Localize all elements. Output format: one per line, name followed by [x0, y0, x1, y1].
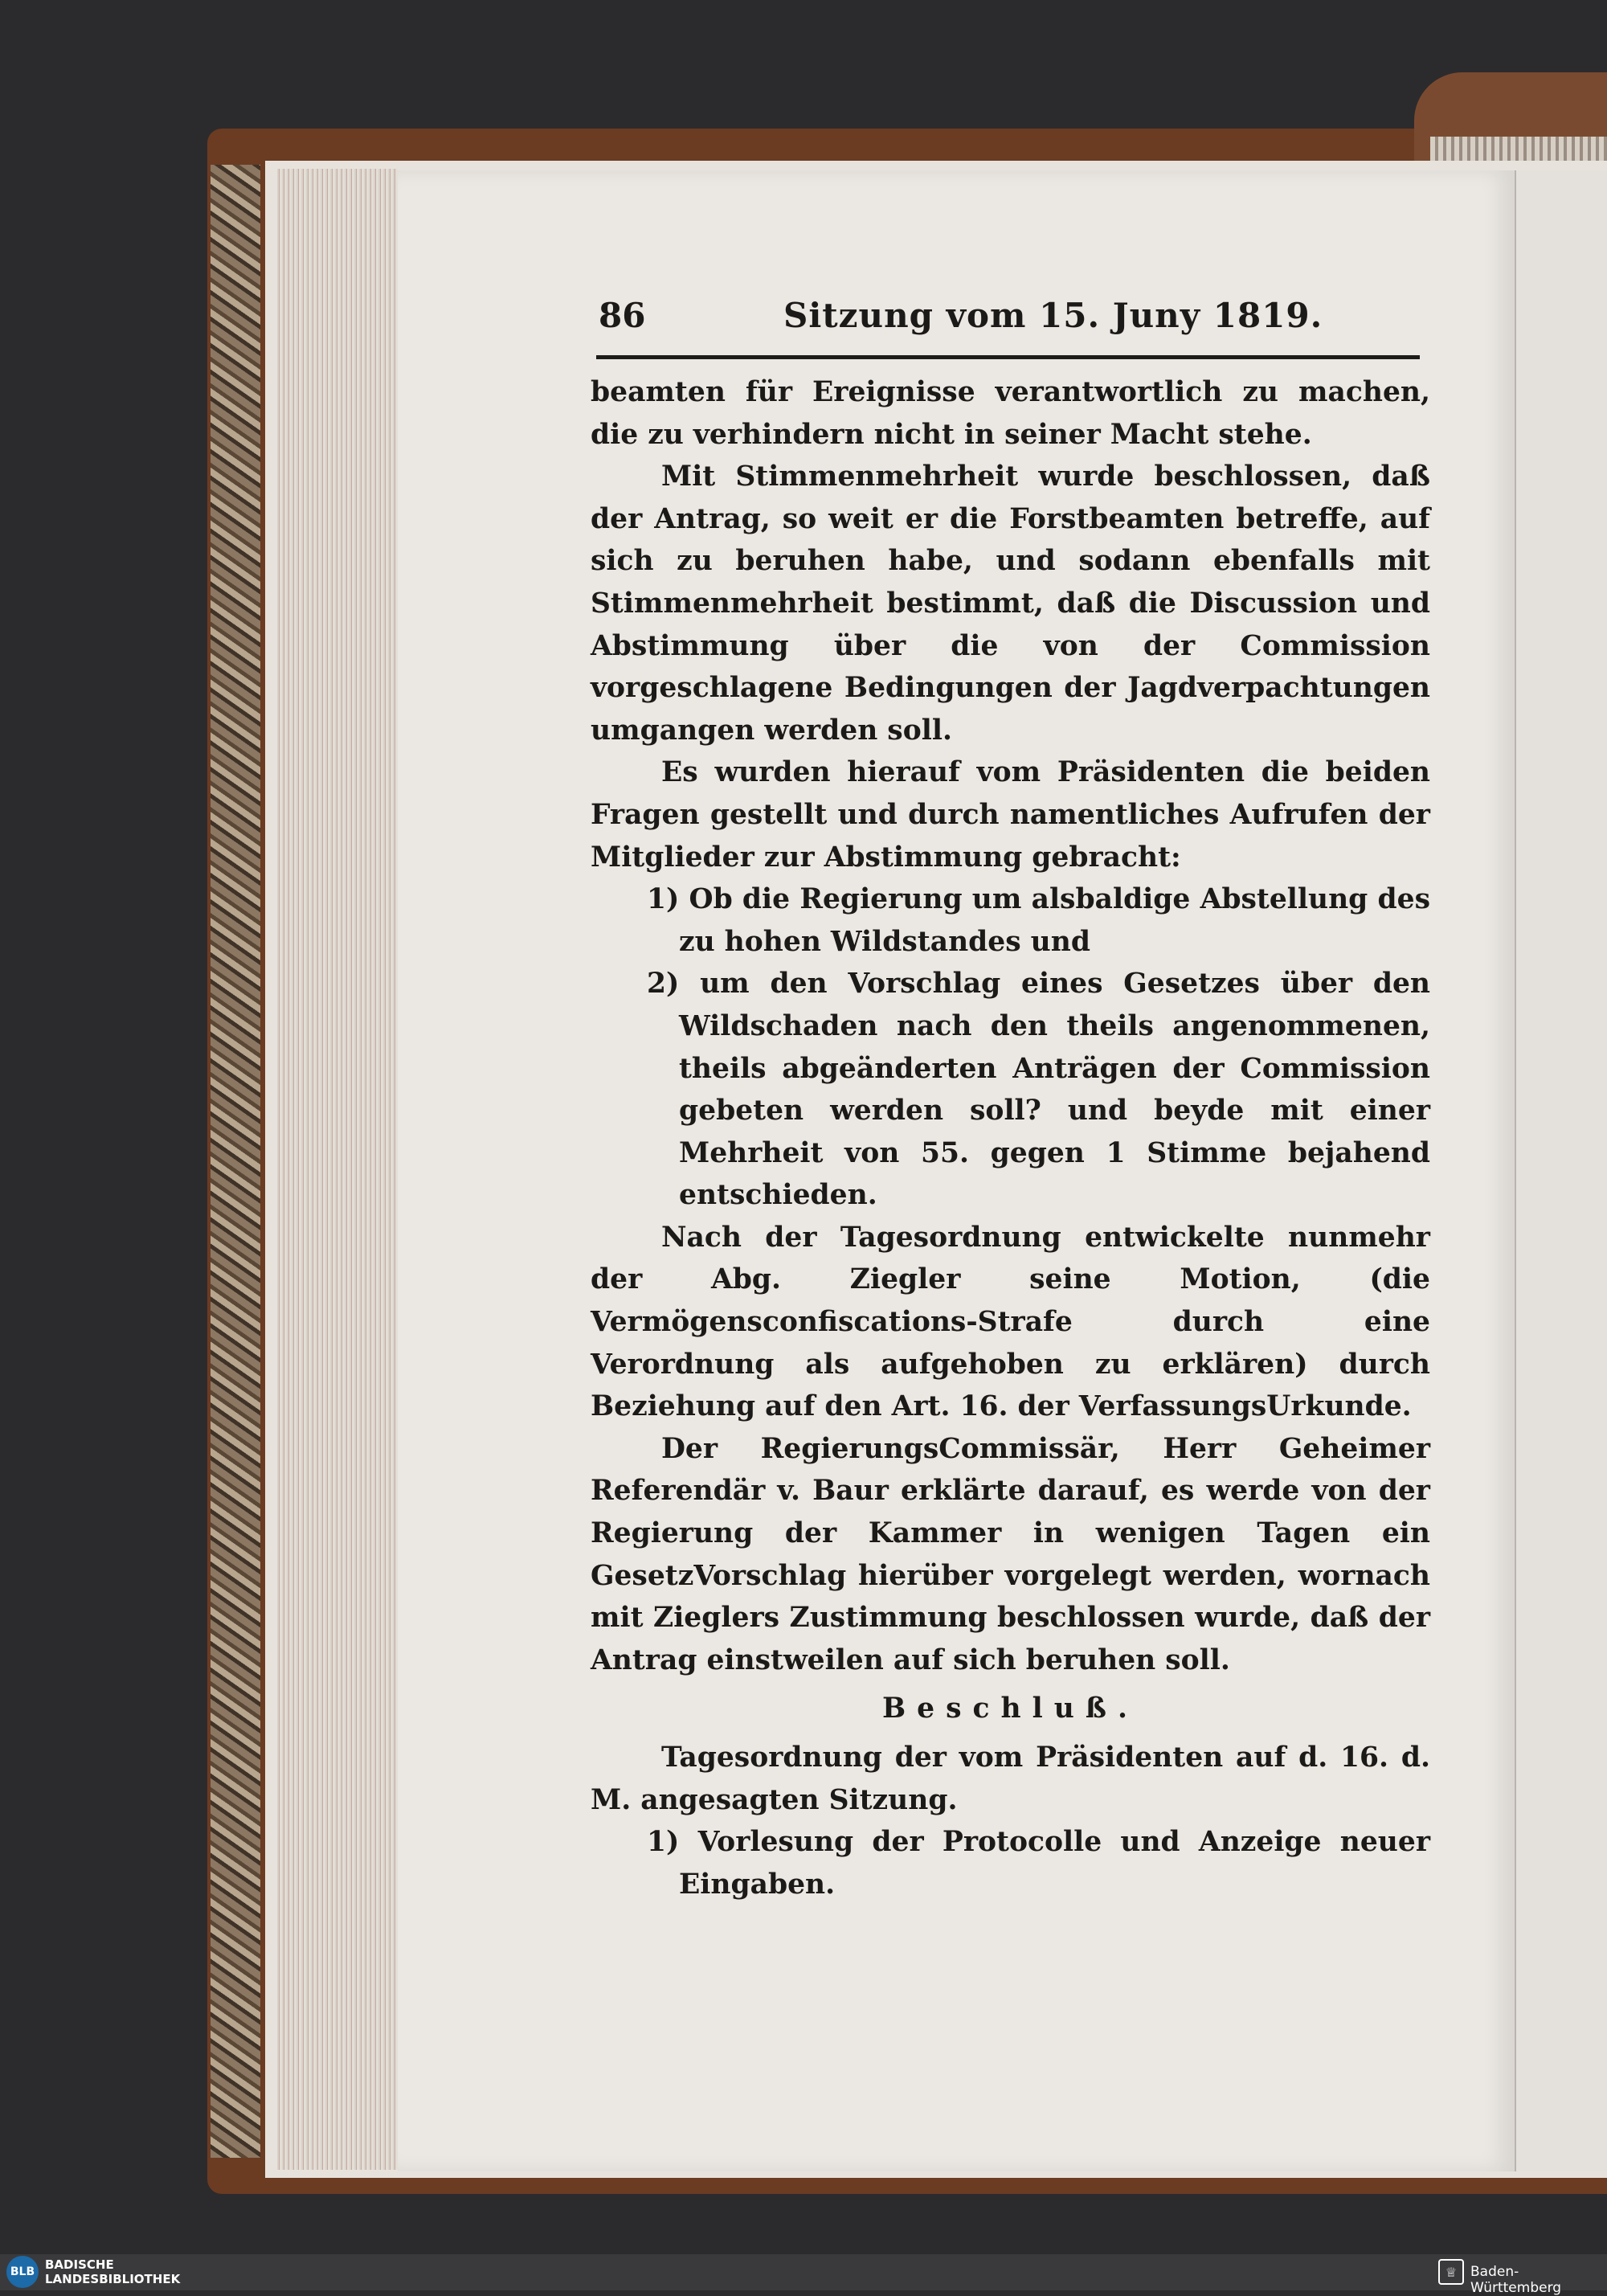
paragraph: beamten für Ereignisse verantwortlich zu machen, die zu verhindern nicht in seiner Macht stehe.	[591, 376, 1430, 451]
blb-logo-icon[interactable]: BLB	[6, 2256, 39, 2288]
footer-bar	[0, 2254, 1607, 2290]
paragraph: Der RegierungsCommissär, Herr Geheimer Referendär v. Baur erklärte darauf, es werde von der Regierung der Kammer in wenigen Tagen ein GesetzVorschlag hierüber vorgelegt werden, wornach mit Zieglers Zustimmung beschlossen wurde, daß der Antrag einstweilen auf sich beruhen soll.	[591, 1432, 1430, 1676]
facing-page-edge	[1515, 170, 1607, 2171]
library-name-line2: LANDESBIBLIOTHEK	[45, 2272, 181, 2286]
section-heading: Beschluß.	[881, 1692, 1139, 1725]
paragraph: Es wurden hierauf vom Präsidenten die beiden Fragen gestellt und durch namentliches Aufrufen der Mitglieder zur Abstimmung gebracht:	[591, 756, 1430, 874]
paragraph: Tagesordnung der vom Präsidenten auf d. 16. d. M. angesagten Sitzung.	[591, 1741, 1430, 1816]
page-number: 86	[599, 296, 646, 335]
paragraph: Mit Stimmenmehrheit wurde beschlossen, daß der Antrag, so weit er die Forstbeamten betreffe, auf sich zu beruhen habe, und sodann ebenfalls mit Stimmenmehrheit bestimmt, daß die Discussion und Abstimmung über die von der Commission vorgeschlagene Bedingungen der Jagdverpachtungen umgangen werden soll.	[591, 460, 1430, 747]
coat-of-arms-icon[interactable]: ♕	[1438, 2259, 1464, 2285]
body-text	[591, 371, 1430, 1905]
list-item: 1) Ob die Regierung um alsbaldige Abstellung des zu hohen Wildstandes und	[647, 883, 1430, 958]
library-name-line1: BADISCHE	[45, 2257, 114, 2272]
page-header	[599, 296, 1418, 341]
state-name[interactable]: Baden-Württemberg	[1470, 2264, 1562, 2296]
marbled-edge	[211, 165, 260, 2158]
list-item: 2) um den Vorschlag eines Gesetzes über den Wildschaden nach den theils angenommenen, theils abgeänderten Anträgen der Commission gebeten werden soll? und beyde mit einer Mehrheit von 55. gegen 1 Stimme bejahend entschieden.	[647, 968, 1430, 1212]
list-item: 1) Vorlesung der Protocolle und Anzeige neuer Eingaben.	[647, 1826, 1430, 1901]
paragraph: Nach der Tagesordnung entwickelte nunmehr der Abg. Ziegler seine Motion, (die Vermögensconfiscations-Strafe durch eine Verordnung als aufgehoben zu erklären) durch Beziehung auf den Art. 16. der VerfassungsUrkunde.	[591, 1221, 1430, 1423]
library-name[interactable]	[45, 2257, 180, 2286]
running-title: Sitzung vom 15. Juny 1819.	[783, 296, 1323, 335]
page-edges	[277, 169, 398, 2170]
header-rule	[596, 355, 1420, 359]
